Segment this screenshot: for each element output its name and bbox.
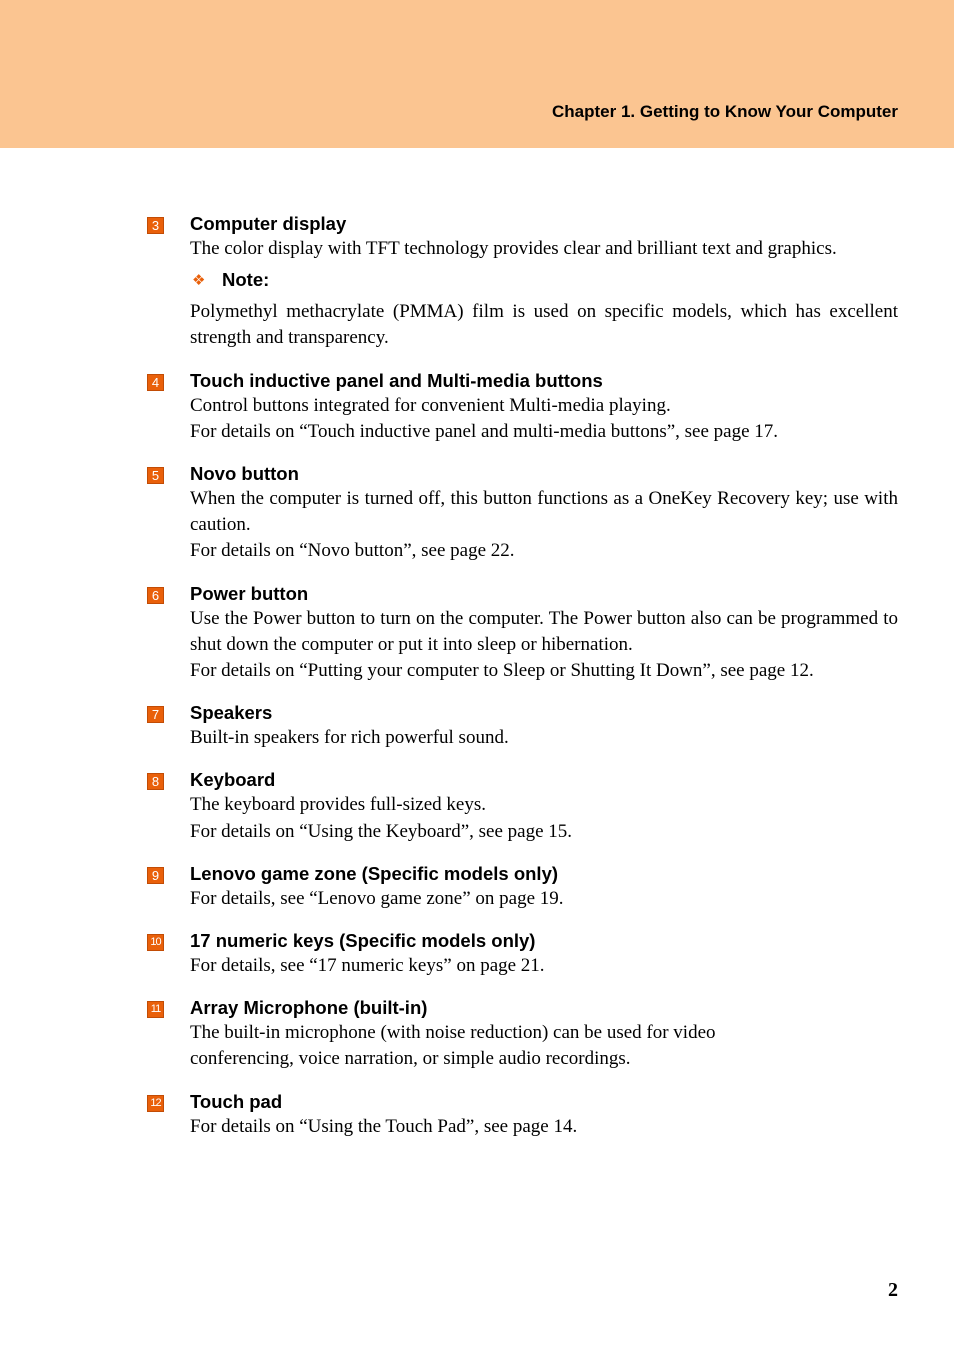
note-heading [190,267,898,293]
page-number: 2 [888,1279,898,1301]
list-item-array-microphone [0,996,954,1072]
list-item-speakers [0,701,954,751]
list-item-game-zone [0,862,954,912]
item-title: Computer display [190,213,347,234]
item-number-badge: 7 [147,706,164,723]
item-number-badge: 9 [147,867,164,884]
item-description: Built-in speakers for rich powerful sound. [190,727,509,749]
item-title: Touch inductive panel and Multi-media buttons [190,369,603,391]
item-reference: For details on “Using the Touch Pad”, see page 14. [190,1115,578,1137]
list-item-keyboard [0,768,954,844]
item-title: Keyboard [190,769,276,791]
diamond-cluster-icon: ❖ [192,271,206,290]
item-title: Speakers [190,702,273,724]
list-item-computer-display [0,212,954,352]
item-title: 17 numeric keys (Specific models only) [190,930,536,952]
list-item-touch-panel [0,369,954,445]
item-description: When the computer is turned off, this button functions as a OneKey Recovery key; use with caution. [190,488,898,536]
list-item-touch-pad [0,1090,954,1140]
item-title: Power button [190,582,309,604]
item-number-badge: 6 [147,587,164,604]
component-list [0,212,954,1157]
item-title: Touch pad [190,1090,283,1112]
note-label: Note: [222,269,270,291]
item-title: Novo button [190,463,299,485]
item-description-line-2: conferencing, voice narration, or simple audio recordings. [190,1048,631,1070]
item-description: The color display with TFT technology provides clear and brilliant text and graphics. [190,238,837,259]
chapter-title: Chapter 1. Getting to Know Your Computer [552,102,898,121]
list-item-power-button [0,582,954,685]
item-reference: For details on “Touch inductive panel and multi-media buttons”, see page 17. [190,420,779,442]
list-item-numeric-keys [0,929,954,979]
item-number-badge: 4 [147,374,164,391]
item-reference: For details on “Using the Keyboard”, see page 15. [190,820,573,842]
item-reference: For details, see “Lenovo game zone” on page 19. [190,887,564,909]
item-reference: For details on “Novo button”, see page 22. [190,540,515,562]
item-description-line-1: The built-in microphone (with noise reduction) can be used for video [190,1022,716,1044]
item-number-badge: 12 [147,1095,164,1112]
item-number-badge: 11 [147,1001,164,1018]
item-description: Use the Power button to turn on the computer. The Power button also can be programmed to shut down the computer or put it into sleep or hibernation. [190,607,898,655]
item-number-badge: 8 [147,773,164,790]
item-description: The keyboard provides full-sized keys. [190,794,486,816]
item-title: Lenovo game zone (Specific models only) [190,862,559,884]
item-number-badge: 3 [147,217,164,234]
note-text: Polymethyl methacrylate (PMMA) film is used on specific models, which has excellent strength and transparency. [190,301,898,349]
list-item-novo-button [0,462,954,565]
item-number-badge: 10 [147,934,164,951]
item-reference: For details, see “17 numeric keys” on page 21. [190,955,545,977]
item-description: Control buttons integrated for convenient Multi-media playing. [190,394,671,416]
chapter-header-band [0,0,954,148]
item-title: Array Microphone (built-in) [190,997,428,1019]
item-reference: For details on “Putting your computer to Sleep or Shutting It Down”, see page 12. [190,660,814,682]
item-number-badge: 5 [147,467,164,484]
